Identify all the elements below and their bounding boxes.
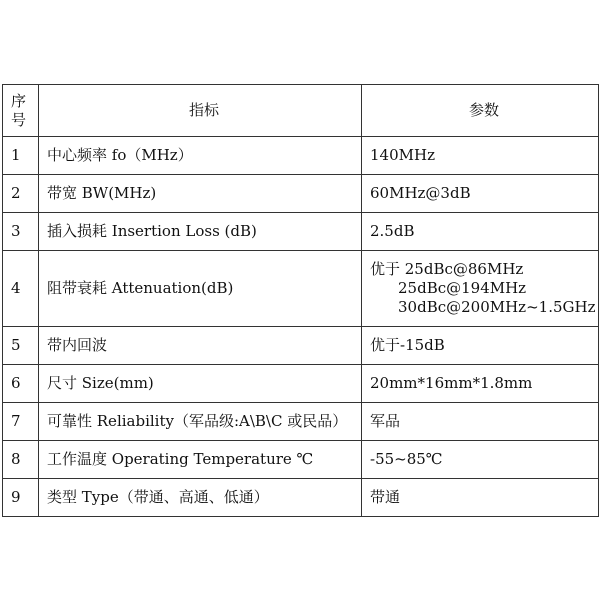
header-parameter: 参数 [362, 85, 599, 137]
row-parameter: 60MHz@3dB [362, 175, 599, 213]
row-indicator: 尺寸 Size(mm) [39, 365, 362, 403]
row-indicator: 阻带衰耗 Attenuation(dB) [39, 251, 362, 327]
row-parameter: 140MHz [362, 137, 599, 175]
row-parameter: 优于-15dB [362, 327, 599, 365]
row-number: 9 [3, 479, 39, 517]
table-row [3, 441, 599, 479]
table-row [3, 327, 599, 365]
attenuation-line-3: 30dBc@200MHz~1.5GHz [398, 298, 596, 316]
row-indicator: 类型 Type（带通、高通、低通） [39, 479, 362, 517]
table-row [3, 175, 599, 213]
table-row [3, 365, 599, 403]
row-parameter: -55~85℃ [362, 441, 599, 479]
row-number: 8 [3, 441, 39, 479]
row-number: 6 [3, 365, 39, 403]
row-parameter: 20mm*16mm*1.8mm [362, 365, 599, 403]
table-row [3, 251, 599, 327]
header-seq-char-1: 序 [11, 91, 27, 110]
table-row [3, 479, 599, 517]
row-indicator: 带宽 BW(MHz) [39, 175, 362, 213]
table-row [3, 137, 599, 175]
row-number: 5 [3, 327, 39, 365]
table-row [3, 213, 599, 251]
row-parameter: 2.5dB [362, 213, 599, 251]
row-indicator: 带内回波 [39, 327, 362, 365]
row-indicator: 插入损耗 Insertion Loss (dB) [39, 213, 362, 251]
row-number: 4 [3, 251, 39, 327]
spec-table [2, 84, 599, 517]
row-number: 7 [3, 403, 39, 441]
row-parameter: 军品 [362, 403, 599, 441]
header-seq-no [3, 85, 39, 137]
attenuation-line-1: 优于 25dBc@86MHz [370, 260, 524, 278]
header-indicator: 指标 [39, 85, 362, 137]
row-number: 1 [3, 137, 39, 175]
row-number: 2 [3, 175, 39, 213]
row-indicator: 工作温度 Operating Temperature ℃ [39, 441, 362, 479]
row-number: 3 [3, 213, 39, 251]
row-parameter [362, 251, 599, 327]
row-indicator: 可靠性 Reliability（军品级:A\B\C 或民品） [39, 403, 362, 441]
header-seq-char-2: 号 [11, 110, 27, 129]
table-header-row [3, 85, 599, 137]
table-row [3, 403, 599, 441]
row-indicator: 中心频率 fo（MHz） [39, 137, 362, 175]
attenuation-line-2: 25dBc@194MHz [398, 279, 527, 297]
row-parameter: 带通 [362, 479, 599, 517]
